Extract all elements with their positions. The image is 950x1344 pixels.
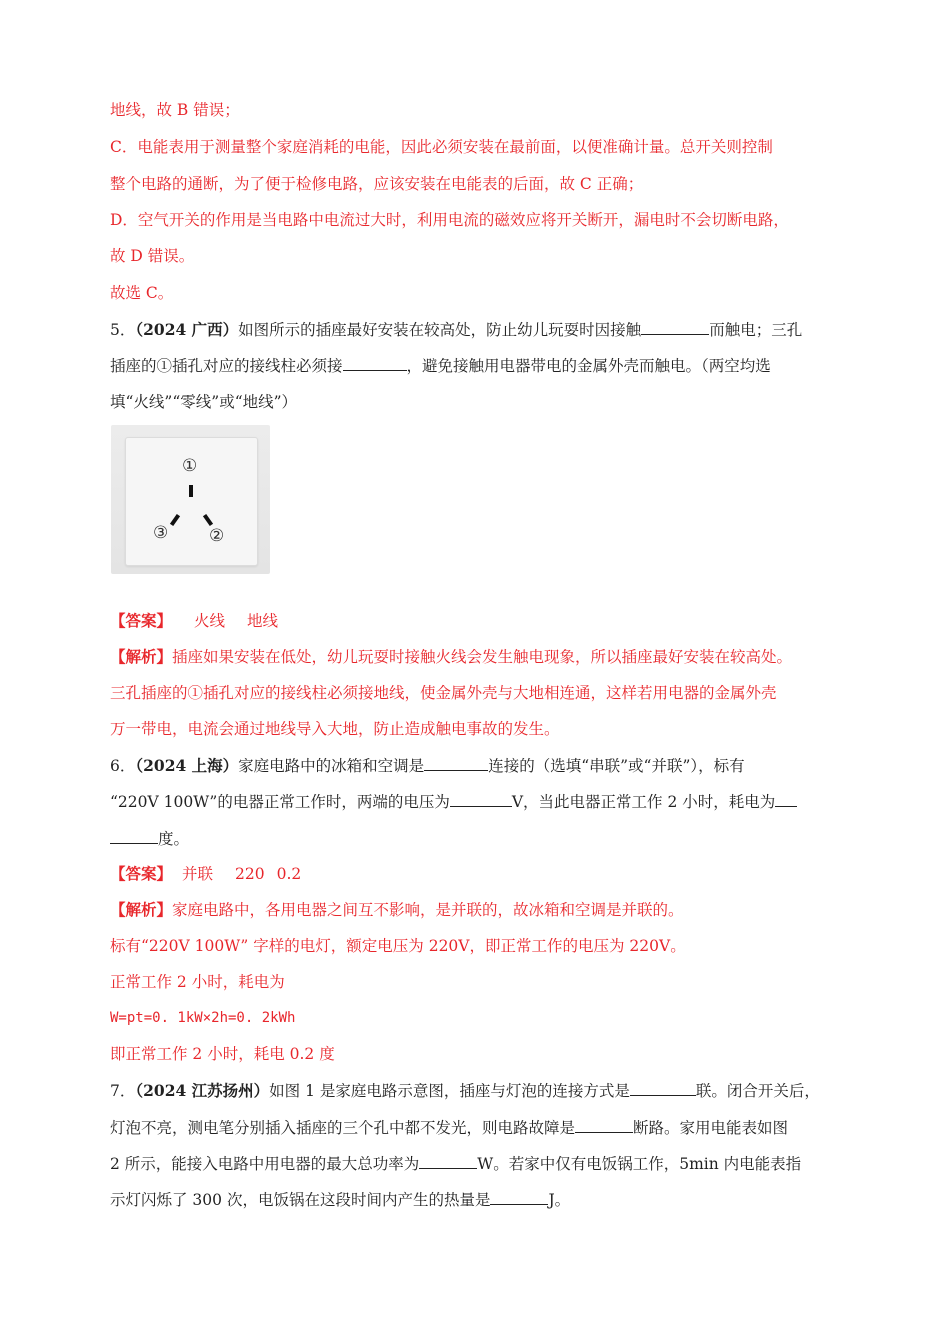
- q7-line-3: [110, 1153, 801, 1174]
- q5-analysis-tag: 【解析】: [110, 647, 173, 666]
- q6-source: （2024 上海）: [135, 756, 239, 775]
- socket-photo: [111, 425, 270, 574]
- q7-text-2b: 断路。家用电能表如图: [633, 1119, 789, 1137]
- q5-blank-1: [641, 319, 709, 335]
- q6-text-1: 家庭电路中的冰箱和空调是: [238, 757, 425, 775]
- q5-blank-2: [343, 355, 407, 371]
- q5-answer-1: 火线: [194, 612, 226, 630]
- q6-analysis-line-5: 即正常工作 2 小时，耗电 0.2 度: [110, 1045, 335, 1063]
- q7-text-1: 如图 1 是家庭电路示意图，插座与灯泡的连接方式是: [269, 1082, 630, 1100]
- q7-blank-4: [490, 1189, 548, 1205]
- q7-text-4: 示灯闪烁了 300 次，电饭锅在这段时间内产生的热量是: [110, 1191, 491, 1209]
- prev-analysis-line-2: C．电能表用于测量整个家庭消耗的电能，因此必须安装在最前面，以便准确计量。总开关则控制: [110, 138, 773, 156]
- prev-analysis-line-1: 地线，故 B 错误；: [110, 101, 240, 119]
- q6-analysis-tag: 【解析】: [110, 900, 173, 919]
- q6-analysis-line-2: 标有“220V 100W” 字样的电灯，额定电压为 220V，即正常工作的电压为 220V。: [110, 937, 686, 955]
- q5-analysis-line-2: 三孔插座的①插孔对应的接线柱必须接地线，使金属外壳与大地相连通，这样若用电器的金属外壳: [110, 684, 777, 702]
- q6-text-1b: 连接的（选填“串联”或“并联”），标有: [488, 757, 745, 775]
- socket-holes-icon: [126, 438, 257, 565]
- q6-line-2: [110, 791, 797, 812]
- socket-label-2: ②: [209, 526, 225, 546]
- q7-blank-1: [630, 1080, 696, 1096]
- prev-analysis-line-4: D．空气开关的作用是当电路中电流过大时，利用电流的磁效应将开关断开，漏电时不会切断电路，: [110, 211, 789, 229]
- q6-formula: W=pt=0. 1kW×2h=0. 2kWh: [110, 1010, 296, 1026]
- socket-label-1: ①: [182, 456, 198, 476]
- q6-answer-tag: 【答案】: [110, 864, 173, 883]
- q6-answer-line: [110, 864, 301, 884]
- q7-number: 7．: [110, 1082, 136, 1100]
- q5-text-1: 如图所示的插座最好安装在较高处，防止幼儿玩耍时因接触: [238, 321, 642, 339]
- prev-conclusion: 故选 C。: [110, 284, 174, 302]
- q6-number: 6．: [110, 757, 136, 775]
- q6-answer-1: 并联: [182, 865, 214, 883]
- q6-text-2b: V，当此电器正常工作 2 小时，耗电为: [511, 793, 776, 811]
- q7-line-1: [110, 1080, 820, 1101]
- q5-text-2: 插座的①插孔对应的接线柱必须接: [110, 357, 343, 375]
- q5-source: （2024 广西）: [135, 320, 239, 339]
- prev-analysis-line-3: 整个电路的通断，为了便于检修电路，应该安装在电能表的后面，故 C 正确；: [110, 175, 644, 193]
- q5-analysis-line-3: 万一带电，电流会通过地线导入大地，防止造成触电事故的发生。: [110, 720, 560, 738]
- q6-answer-3: 0.2: [276, 865, 302, 883]
- q6-answer-2: 220: [235, 865, 265, 883]
- q7-text-3: 2 所示，能接入电路中用电器的最大总功率为: [110, 1155, 420, 1173]
- q7-text-4b: J。: [548, 1191, 571, 1209]
- q6-blank-3b: [110, 828, 158, 844]
- q7-line-4: [110, 1189, 570, 1210]
- q5-text-2b: ，避免接触用电器带电的金属外壳而触电。（两空均选: [406, 357, 771, 375]
- q7-text-2: 灯泡不亮，测电笔分别插入插座的三个孔中都不发光，则电路故障是: [110, 1119, 576, 1137]
- q7-blank-3: [419, 1153, 477, 1169]
- q7-line-2: [110, 1117, 788, 1138]
- q5-analysis-text-1: 插座如果安装在低处，幼儿玩耍时接触火线会发生触电现象，所以插座最好安装在较高处。: [172, 648, 793, 666]
- q6-analysis-text-1: 家庭电路中，各用电器之间互不影响，是并联的，故冰箱和空调是并联的。: [172, 901, 684, 919]
- q7-text-3b: W。若家中仅有电饭锅工作，5min 内电能表指: [477, 1155, 802, 1173]
- prev-analysis-line-5: 故 D 错误。: [110, 247, 195, 265]
- q5-answer-2: 地线: [247, 612, 279, 630]
- q5-answer-tag: 【答案】: [110, 611, 173, 630]
- q5-line-1: [110, 319, 802, 340]
- q5-answer-line: [110, 611, 278, 631]
- q5-analysis-line-1: [110, 647, 792, 667]
- q6-analysis-line-3: 正常工作 2 小时，耗电为: [110, 973, 285, 991]
- q5-number: 5．: [110, 321, 136, 339]
- q6-line-3: [110, 828, 189, 849]
- q7-blank-2: [575, 1117, 633, 1133]
- q6-blank-1: [424, 755, 488, 771]
- q6-blank-2: [450, 791, 512, 807]
- q6-text-2: “220V 100W”的电器正常工作时，两端的电压为: [110, 793, 450, 811]
- socket-plate: [125, 437, 258, 566]
- socket-label-3: ③: [153, 523, 169, 543]
- q6-blank-3a: [775, 791, 797, 807]
- q5-line-3: 填“火线”“零线”或“地线”）: [110, 393, 298, 411]
- q7-text-1b: 联。闭合开关后，: [695, 1082, 820, 1100]
- q6-line-1: [110, 755, 745, 776]
- q6-text-3b: 度。: [158, 830, 190, 848]
- q5-line-2: [110, 355, 771, 376]
- q6-analysis-line-1: [110, 900, 684, 920]
- q5-text-1b: 而触电；三孔: [709, 321, 803, 339]
- q7-source: （2024 江苏扬州）: [135, 1081, 270, 1100]
